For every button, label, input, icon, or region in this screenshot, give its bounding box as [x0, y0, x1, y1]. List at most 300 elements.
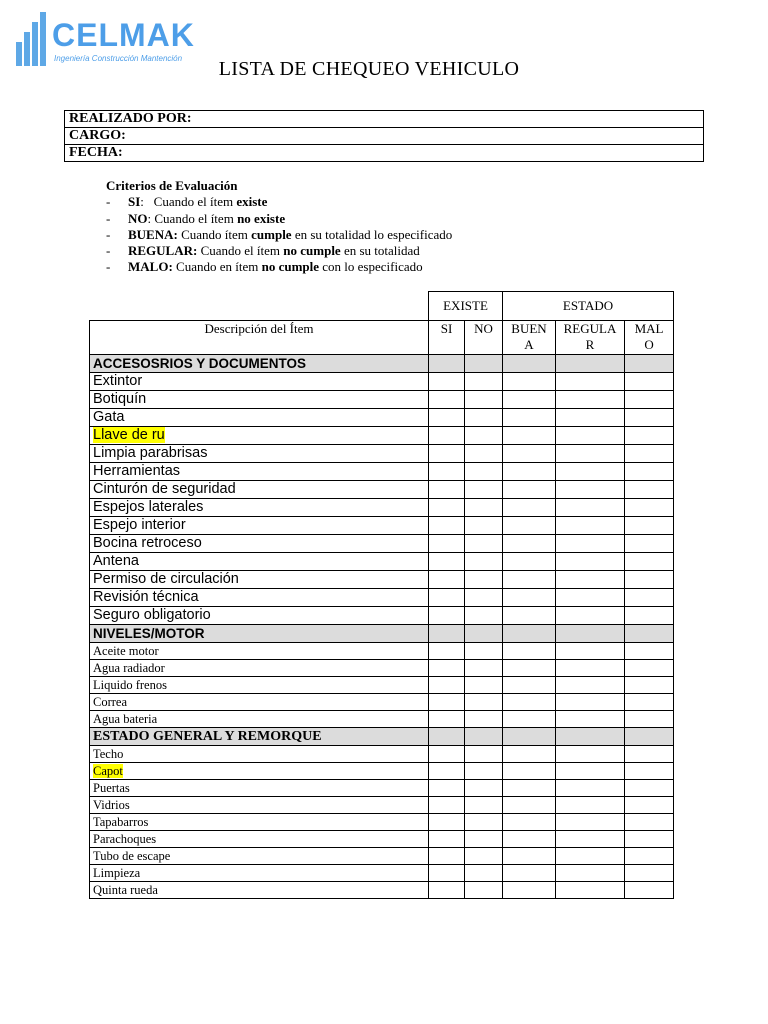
check-cell-no[interactable] — [465, 517, 503, 535]
criteria-item-regular — [106, 243, 452, 259]
header-empty-cell — [90, 292, 429, 321]
check-cell-si[interactable] — [429, 553, 465, 571]
section-empty-cell — [465, 625, 503, 643]
check-cell-si[interactable] — [429, 831, 465, 848]
check-cell-regular[interactable] — [556, 499, 625, 517]
check-cell-buena[interactable] — [503, 553, 556, 571]
check-cell-regular[interactable] — [556, 571, 625, 589]
check-cell-malo[interactable] — [625, 746, 674, 763]
table-row — [90, 780, 674, 797]
section-header-row — [90, 355, 674, 373]
check-cell-malo[interactable] — [625, 882, 674, 899]
check-cell-no[interactable] — [465, 607, 503, 625]
item-description — [90, 445, 429, 463]
item-description — [90, 780, 429, 797]
list-dash: - — [106, 194, 111, 210]
check-cell-buena[interactable] — [503, 848, 556, 865]
check-cell-malo[interactable] — [625, 660, 674, 677]
check-cell-si[interactable] — [429, 763, 465, 780]
header-existe: EXISTE — [429, 292, 503, 321]
criteria-bold: no cumple — [283, 243, 341, 259]
check-cell-malo[interactable] — [625, 694, 674, 711]
item-description — [90, 882, 429, 899]
check-cell-regular[interactable] — [556, 660, 625, 677]
item-label: Correa — [93, 695, 128, 709]
table-row — [90, 373, 674, 391]
item-label: Limpia parabrisas — [93, 445, 208, 461]
check-cell-no[interactable] — [465, 865, 503, 882]
item-label: Llave de ru — [93, 427, 165, 443]
check-cell-malo[interactable] — [625, 677, 674, 694]
item-label: Botiquín — [93, 391, 147, 407]
criteria-text: Cuando en ítem — [172, 259, 262, 275]
section-header-row — [90, 728, 674, 746]
check-cell-no[interactable] — [465, 711, 503, 728]
info-row-cargo — [65, 128, 704, 145]
check-cell-si[interactable] — [429, 694, 465, 711]
check-cell-malo[interactable] — [625, 831, 674, 848]
check-cell-buena[interactable] — [503, 660, 556, 677]
table-row — [90, 746, 674, 763]
item-label: Puertas — [93, 781, 130, 795]
header-malo — [625, 321, 674, 355]
check-cell-buena[interactable] — [503, 427, 556, 445]
section-empty-cell — [625, 355, 674, 373]
check-cell-malo[interactable] — [625, 391, 674, 409]
check-cell-si[interactable] — [429, 660, 465, 677]
criteria-sep: : — [140, 194, 144, 210]
list-dash: - — [106, 243, 111, 259]
check-cell-malo[interactable] — [625, 607, 674, 625]
check-cell-no[interactable] — [465, 535, 503, 553]
check-cell-si[interactable] — [429, 607, 465, 625]
criteria-text: Cuando el ítem — [151, 210, 238, 226]
check-cell-malo[interactable] — [625, 711, 674, 728]
table-row — [90, 463, 674, 481]
check-cell-no[interactable] — [465, 780, 503, 797]
check-cell-regular[interactable] — [556, 831, 625, 848]
check-cell-regular[interactable] — [556, 797, 625, 814]
logo-tagline: Ingeniería Construcción Mantención — [54, 54, 183, 63]
item-label: Cinturón de seguridad — [93, 481, 236, 497]
section-empty-cell — [465, 728, 503, 746]
table-row — [90, 814, 674, 831]
table-row — [90, 797, 674, 814]
check-cell-buena[interactable] — [503, 763, 556, 780]
check-cell-no[interactable] — [465, 677, 503, 694]
criteria-list — [106, 194, 452, 275]
table-row — [90, 571, 674, 589]
check-cell-buena[interactable] — [503, 780, 556, 797]
table-row — [90, 445, 674, 463]
check-cell-no[interactable] — [465, 499, 503, 517]
check-cell-no[interactable] — [465, 553, 503, 571]
header-group-row — [90, 292, 674, 321]
header-regular-line1: REGULA — [563, 321, 617, 336]
check-cell-si[interactable] — [429, 517, 465, 535]
section-empty-cell — [503, 355, 556, 373]
check-cell-regular[interactable] — [556, 445, 625, 463]
item-description — [90, 535, 429, 553]
check-cell-si[interactable] — [429, 677, 465, 694]
check-cell-malo[interactable] — [625, 814, 674, 831]
item-description — [90, 373, 429, 391]
check-cell-buena[interactable] — [503, 814, 556, 831]
check-cell-no[interactable] — [465, 427, 503, 445]
check-cell-no[interactable] — [465, 589, 503, 607]
section-empty-cell — [556, 625, 625, 643]
table-row — [90, 848, 674, 865]
check-cell-no[interactable] — [465, 643, 503, 660]
check-cell-regular[interactable] — [556, 677, 625, 694]
section-title: NIVELES/MOTOR — [90, 625, 429, 643]
item-description — [90, 517, 429, 535]
check-cell-buena[interactable] — [503, 373, 556, 391]
check-cell-regular[interactable] — [556, 643, 625, 660]
check-cell-buena[interactable] — [503, 677, 556, 694]
check-cell-buena[interactable] — [503, 882, 556, 899]
check-cell-buena[interactable] — [503, 589, 556, 607]
section-empty-cell — [503, 625, 556, 643]
check-cell-regular[interactable] — [556, 814, 625, 831]
item-label: Capot — [93, 764, 123, 778]
header-buena — [503, 321, 556, 355]
check-cell-no[interactable] — [465, 481, 503, 499]
criteria-text: Cuando ítem — [177, 226, 252, 242]
check-cell-regular[interactable] — [556, 865, 625, 882]
table-row — [90, 763, 674, 780]
item-label: Agua radiador — [93, 661, 165, 675]
header-description: Descripción del Ítem — [90, 321, 429, 355]
check-cell-malo[interactable] — [625, 589, 674, 607]
check-cell-no[interactable] — [465, 848, 503, 865]
item-description — [90, 463, 429, 481]
criteria-text: en su totalidad lo especificado — [291, 226, 453, 242]
check-cell-si[interactable] — [429, 535, 465, 553]
item-label: Vidrios — [93, 798, 130, 812]
check-cell-regular[interactable] — [556, 553, 625, 571]
table-row — [90, 607, 674, 625]
check-cell-malo[interactable] — [625, 481, 674, 499]
check-cell-regular[interactable] — [556, 409, 625, 427]
item-label: Agua bateria — [93, 712, 158, 726]
item-label: Tubo de escape — [93, 849, 171, 863]
criteria-bold: no cumple — [261, 259, 320, 275]
check-cell-si[interactable] — [429, 589, 465, 607]
check-cell-buena[interactable] — [503, 445, 556, 463]
info-row-realizado — [65, 111, 704, 128]
section-title: ESTADO GENERAL Y REMORQUE — [90, 728, 429, 746]
check-cell-si[interactable] — [429, 797, 465, 814]
table-row — [90, 427, 674, 445]
check-cell-regular[interactable] — [556, 517, 625, 535]
table-row — [90, 391, 674, 409]
item-description — [90, 571, 429, 589]
check-cell-regular[interactable] — [556, 589, 625, 607]
criteria-item-buena — [106, 227, 452, 243]
table-row — [90, 499, 674, 517]
checklist-body — [90, 355, 674, 899]
item-label: Bocina retroceso — [93, 535, 202, 551]
table-row — [90, 535, 674, 553]
info-row-fecha — [65, 145, 704, 162]
criteria-bold: existe — [236, 194, 268, 210]
check-cell-regular[interactable] — [556, 882, 625, 899]
check-cell-no[interactable] — [465, 746, 503, 763]
check-cell-malo[interactable] — [625, 643, 674, 660]
item-description — [90, 831, 429, 848]
header-estado: ESTADO — [503, 292, 674, 321]
check-cell-no[interactable] — [465, 763, 503, 780]
check-cell-buena[interactable] — [503, 643, 556, 660]
check-cell-si[interactable] — [429, 499, 465, 517]
check-cell-buena[interactable] — [503, 797, 556, 814]
item-label: Antena — [93, 553, 139, 569]
criteria-item-no — [106, 211, 452, 227]
check-cell-buena[interactable] — [503, 391, 556, 409]
header-column-row — [90, 321, 674, 355]
check-cell-regular[interactable] — [556, 463, 625, 481]
check-cell-regular[interactable] — [556, 763, 625, 780]
check-cell-malo[interactable] — [625, 553, 674, 571]
info-table — [64, 110, 704, 162]
check-cell-buena[interactable] — [503, 517, 556, 535]
check-cell-regular[interactable] — [556, 481, 625, 499]
section-empty-cell — [625, 625, 674, 643]
check-cell-si[interactable] — [429, 711, 465, 728]
section-title: ACCESOSRIOS Y DOCUMENTOS — [90, 355, 429, 373]
check-cell-regular[interactable] — [556, 711, 625, 728]
check-cell-si[interactable] — [429, 391, 465, 409]
check-cell-si[interactable] — [429, 643, 465, 660]
page-title: LISTA DE CHEQUEO VEHICULO — [218, 58, 520, 80]
evaluation-criteria — [106, 178, 452, 276]
table-row — [90, 660, 674, 677]
check-cell-regular[interactable] — [556, 848, 625, 865]
item-label: Tapabarros — [93, 815, 149, 829]
check-cell-si[interactable] — [429, 848, 465, 865]
item-description — [90, 814, 429, 831]
item-description — [90, 848, 429, 865]
section-empty-cell — [465, 355, 503, 373]
list-dash: - — [106, 210, 111, 226]
check-cell-malo[interactable] — [625, 865, 674, 882]
item-label: Espejos laterales — [93, 499, 204, 515]
check-cell-malo[interactable] — [625, 373, 674, 391]
check-cell-regular[interactable] — [556, 694, 625, 711]
check-cell-no[interactable] — [465, 797, 503, 814]
item-description — [90, 660, 429, 677]
table-row — [90, 711, 674, 728]
table-row — [90, 694, 674, 711]
table-row — [90, 831, 674, 848]
check-cell-regular[interactable] — [556, 427, 625, 445]
check-cell-si[interactable] — [429, 571, 465, 589]
check-cell-no[interactable] — [465, 373, 503, 391]
table-row — [90, 865, 674, 882]
check-cell-regular[interactable] — [556, 607, 625, 625]
check-cell-si[interactable] — [429, 373, 465, 391]
check-cell-buena[interactable] — [503, 607, 556, 625]
list-dash: - — [106, 226, 111, 242]
item-description — [90, 677, 429, 694]
check-cell-buena[interactable] — [503, 746, 556, 763]
item-label: Aceite motor — [93, 644, 159, 658]
criteria-text: Cuando el ítem — [197, 243, 284, 259]
check-cell-buena[interactable] — [503, 499, 556, 517]
criteria-term: BUENA: — [128, 226, 178, 242]
table-row — [90, 409, 674, 427]
section-empty-cell — [503, 728, 556, 746]
check-cell-no[interactable] — [465, 463, 503, 481]
table-row — [90, 553, 674, 571]
header-malo-line1: MAL — [634, 321, 664, 336]
item-label: Gata — [93, 409, 125, 425]
header-regular-line2: R — [585, 337, 595, 352]
info-label-cargo[interactable]: CARGO: — [65, 128, 704, 145]
criteria-bold: cumple — [251, 226, 292, 242]
check-cell-malo[interactable] — [625, 409, 674, 427]
check-cell-malo[interactable] — [625, 571, 674, 589]
table-row — [90, 517, 674, 535]
item-label: Liquido frenos — [93, 678, 167, 692]
criteria-term: SI — [128, 194, 141, 210]
check-cell-malo[interactable] — [625, 517, 674, 535]
check-cell-regular[interactable] — [556, 746, 625, 763]
check-cell-buena[interactable] — [503, 463, 556, 481]
header-no: NO — [465, 321, 503, 355]
check-cell-si[interactable] — [429, 814, 465, 831]
item-label: Revisión técnica — [93, 589, 199, 605]
check-cell-malo[interactable] — [625, 797, 674, 814]
check-cell-regular[interactable] — [556, 373, 625, 391]
info-label-realizado[interactable]: REALIZADO POR: — [65, 111, 704, 128]
criteria-term: MALO: — [128, 259, 173, 275]
check-cell-no[interactable] — [465, 445, 503, 463]
checklist-table — [89, 291, 674, 899]
header-malo-line2: O — [644, 337, 654, 352]
section-empty-cell — [429, 625, 465, 643]
item-description — [90, 481, 429, 499]
check-cell-malo[interactable] — [625, 445, 674, 463]
check-cell-si[interactable] — [429, 882, 465, 899]
criteria-bold: no existe — [237, 210, 286, 226]
check-cell-si[interactable] — [429, 865, 465, 882]
item-description — [90, 797, 429, 814]
section-empty-cell — [625, 728, 674, 746]
check-cell-malo[interactable] — [625, 780, 674, 797]
check-cell-no[interactable] — [465, 831, 503, 848]
check-cell-buena[interactable] — [503, 409, 556, 427]
check-cell-si[interactable] — [429, 445, 465, 463]
section-empty-cell — [429, 355, 465, 373]
item-label: Herramientas — [93, 463, 181, 479]
item-description — [90, 607, 429, 625]
item-label: Limpieza — [93, 866, 141, 880]
criteria-term: REGULAR: — [128, 243, 198, 259]
section-header-row — [90, 625, 674, 643]
criteria-text: en su totalidad — [340, 243, 420, 259]
check-cell-buena[interactable] — [503, 535, 556, 553]
check-cell-buena[interactable] — [503, 481, 556, 499]
item-description — [90, 711, 429, 728]
check-cell-malo[interactable] — [625, 499, 674, 517]
criteria-item-malo — [106, 259, 452, 275]
item-description — [90, 865, 429, 882]
section-empty-cell — [556, 728, 625, 746]
check-cell-regular[interactable] — [556, 780, 625, 797]
criteria-item-si — [106, 194, 452, 210]
info-label-fecha[interactable]: FECHA: — [65, 145, 704, 162]
check-cell-no[interactable] — [465, 694, 503, 711]
header-regular — [556, 321, 625, 355]
check-cell-no[interactable] — [465, 391, 503, 409]
check-cell-buena[interactable] — [503, 571, 556, 589]
check-cell-no[interactable] — [465, 814, 503, 831]
logo-name: CELMAK — [52, 17, 195, 53]
table-row — [90, 882, 674, 899]
criteria-text: Cuando el ítem — [143, 194, 237, 210]
check-cell-no[interactable] — [465, 882, 503, 899]
check-cell-buena[interactable] — [503, 711, 556, 728]
table-row — [90, 589, 674, 607]
check-cell-si[interactable] — [429, 746, 465, 763]
table-row — [90, 677, 674, 694]
check-cell-si[interactable] — [429, 481, 465, 499]
check-cell-si[interactable] — [429, 427, 465, 445]
item-description — [90, 589, 429, 607]
item-label: Permiso de circulación — [93, 571, 239, 587]
check-cell-malo[interactable] — [625, 463, 674, 481]
section-empty-cell — [556, 355, 625, 373]
table-row — [90, 481, 674, 499]
item-label: Seguro obligatorio — [93, 607, 211, 623]
item-description — [90, 499, 429, 517]
item-label: Parachoques — [93, 832, 157, 846]
item-description — [90, 391, 429, 409]
list-dash: - — [106, 259, 111, 275]
check-cell-si[interactable] — [429, 780, 465, 797]
check-cell-buena[interactable] — [503, 831, 556, 848]
check-cell-no[interactable] — [465, 409, 503, 427]
check-cell-si[interactable] — [429, 409, 465, 427]
criteria-text: con lo especificado — [319, 259, 423, 275]
item-description — [90, 746, 429, 763]
item-label: Extintor — [93, 373, 143, 389]
criteria-sep: : — [147, 210, 152, 226]
check-cell-buena[interactable] — [503, 865, 556, 882]
check-cell-no[interactable] — [465, 571, 503, 589]
check-cell-no[interactable] — [465, 660, 503, 677]
check-cell-malo[interactable] — [625, 763, 674, 780]
check-cell-regular[interactable] — [556, 535, 625, 553]
check-cell-malo[interactable] — [625, 427, 674, 445]
check-cell-buena[interactable] — [503, 694, 556, 711]
check-cell-malo[interactable] — [625, 848, 674, 865]
header-buena-line1: BUEN — [511, 321, 547, 336]
section-empty-cell — [429, 728, 465, 746]
item-description — [90, 427, 429, 445]
criteria-title: Criterios de Evaluación — [106, 178, 238, 193]
item-label: Espejo interior — [93, 517, 186, 533]
item-description — [90, 763, 429, 780]
check-cell-si[interactable] — [429, 463, 465, 481]
criteria-term: NO — [128, 210, 148, 226]
check-cell-regular[interactable] — [556, 391, 625, 409]
item-description — [90, 409, 429, 427]
check-cell-malo[interactable] — [625, 535, 674, 553]
item-description — [90, 643, 429, 660]
